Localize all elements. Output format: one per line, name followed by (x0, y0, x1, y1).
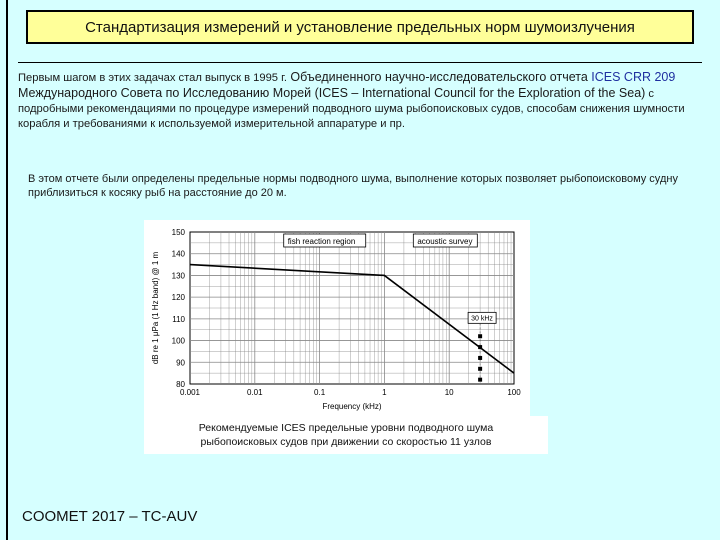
title-divider (18, 62, 702, 63)
caption-line-2: рыбопоисковых судов при движении со скоростью 11 узлов (200, 436, 492, 448)
footer-label: COOMET 2017 – TC-AUV (22, 508, 198, 525)
y-tick-label: 120 (171, 293, 185, 303)
khz-30-label: 30 kHz (471, 315, 493, 323)
left-border-line (6, 0, 8, 540)
khz-30-marker (478, 356, 482, 360)
noise-limit-chart (144, 220, 530, 416)
x-tick-label: 1 (382, 388, 387, 397)
fish-reaction-label: fish reaction region (287, 237, 356, 246)
acoustic-survey-label: acoustic survey (417, 237, 473, 246)
intro-text-1: Первым шагом в этих задачах стал выпуск в 1995 г. (18, 72, 287, 84)
y-tick-label: 150 (171, 228, 185, 237)
y-axis-label: dB re 1 μPa (1 Hz band) @ 1 m (151, 251, 160, 365)
intro-text-2: Объединенного научно-исследовательского отчета (286, 70, 588, 84)
y-tick-label: 140 (171, 249, 185, 259)
intro-text-5: с подробными рекомендациями по процедуре измерений подводного шума рыбопоисковых судов, способам снижения шумности корабля и требованиями к используемой измерительной аппаратуре и пр. (18, 88, 685, 130)
khz-30-marker (478, 367, 482, 371)
x-tick-label: 0.001 (179, 388, 201, 397)
x-tick-label: 0.1 (314, 388, 326, 397)
y-tick-label: 100 (171, 336, 185, 346)
report-id: ICES CRR 209 (587, 70, 676, 84)
chart-caption (144, 416, 548, 454)
khz-30-marker (478, 345, 482, 349)
caption-line-1: Рекомендуемые ICES предельные уровни подводного шума (198, 422, 494, 434)
chart-svg (144, 220, 530, 416)
ices-name: Международного Совета по Исследованию Морей (ICES – International Council for the Exploration of the Sea) (18, 86, 646, 100)
limits-paragraph: В этом отчете были определены предельные нормы подводного шума, выполнение которых позволяет рыбопоисковому судну приблизиться к косяку рыб на расстояние до 20 м. (28, 173, 678, 199)
y-tick-label: 130 (171, 271, 185, 281)
x-tick-label: 10 (444, 388, 454, 397)
y-tick-label: 110 (172, 314, 185, 324)
x-tick-label: 100 (507, 388, 521, 397)
x-tick-label: 0.01 (247, 388, 263, 397)
khz-30-marker (478, 334, 482, 338)
slide-title: Стандартизация измерений и установление предельных норм шумоизлучения (26, 10, 694, 44)
y-tick-label: 80 (176, 380, 185, 389)
intro-paragraph (18, 70, 706, 132)
y-tick-label: 90 (176, 358, 185, 368)
khz-30-marker (478, 378, 482, 382)
x-axis-label: Frequency (kHz) (322, 402, 382, 411)
